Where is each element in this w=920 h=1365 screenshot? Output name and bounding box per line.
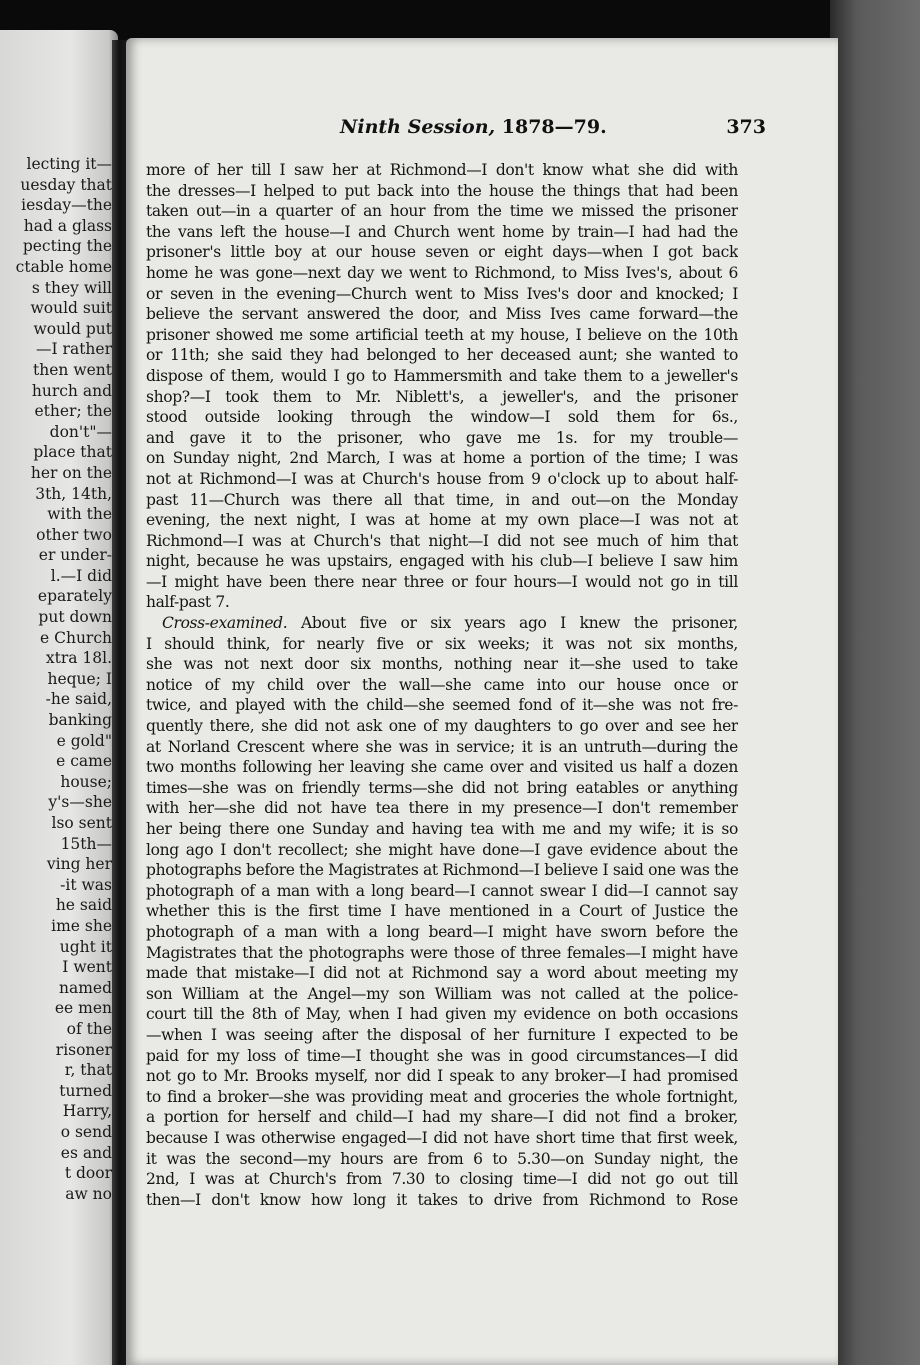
- text-line: on Sunday night, 2nd March, I was at home a portion of the time; I was: [146, 449, 738, 468]
- left-page-line: y's—she: [48, 793, 112, 812]
- text-line: dispose of them, would I go to Hammersmith and take them to a jeweller's: [146, 366, 738, 385]
- text-line: then—I don't know how long it takes to drive from Richmond to Rose: [146, 1190, 738, 1209]
- left-page-line: other two: [36, 525, 112, 544]
- left-page-line: named: [58, 978, 112, 997]
- text-line: home he was gone—next day we went to Richmond, to Miss Ives's, about 6: [146, 263, 738, 282]
- text-line: and gave it to the prisoner, who gave me 1s. for my trouble—: [146, 428, 738, 447]
- text-line: long ago I don't recollect; she might have done—I gave evidence about the: [146, 840, 738, 859]
- text-line: the vans left the house—I and Church went home by train—I had had the: [146, 222, 738, 241]
- left-page-line: Harry,: [62, 1102, 112, 1121]
- left-page-line: ee men: [54, 999, 112, 1018]
- text-line: notice of my child over the wall—she came into our house once or: [146, 675, 738, 694]
- page-number: 373: [726, 116, 766, 138]
- text-line: taken out—in a quarter of an hour from the time we missed the prisoner: [146, 202, 738, 221]
- text-line: past 11—Church was there all that time, in and out—on the Monday: [146, 490, 738, 509]
- text-line: evening, the next night, I was at home at my own place—I was not at: [146, 511, 738, 530]
- cross-examined-line: [146, 613, 738, 634]
- text-line: she was not next door six months, nothing near it—she used to take: [146, 655, 738, 674]
- left-page-line: place that: [33, 443, 112, 462]
- body-text: [146, 160, 738, 1210]
- text-line: two months following her leaving she came over and visited us half a dozen: [146, 758, 738, 777]
- left-page-line: es and: [60, 1143, 112, 1162]
- left-page-line: would put: [33, 319, 112, 338]
- text-line: court till the 8th of May, when I had given my evidence on both occasions: [146, 1005, 738, 1024]
- left-page-line: then went: [33, 360, 112, 379]
- cross-examined-label: Cross-examined.: [162, 614, 288, 633]
- session-title: Ninth Session, 1878—79.: [340, 116, 607, 138]
- text-line: made that mistake—I did not at Richmond say a word about meeting my: [146, 964, 738, 983]
- left-page-line: lso sent: [51, 814, 112, 832]
- text-line: not go to Mr. Brooks myself, nor did I speak to any broker—I had promised: [146, 1067, 738, 1086]
- text-line: photographs before the Magistrates at Richmond—I believe I said one was the: [146, 861, 738, 880]
- text-line: half-past 7.: [146, 593, 230, 612]
- text-line: —I might have been there near three or four hours—I would not go in till: [146, 572, 738, 591]
- text-line: —when I was seeing after the disposal of her furniture I expected to be: [146, 1025, 738, 1044]
- text-line: prisoner's little boy at our house seven or eight days—when I got back: [146, 243, 738, 262]
- left-page-line: banking: [48, 711, 112, 730]
- left-page-line: lecting it—: [26, 155, 112, 173]
- cross-examined-text: About five or six years ago I knew the prisoner,: [301, 614, 738, 633]
- left-page-line: 15th—: [60, 834, 112, 853]
- left-page-line: —I rather: [36, 340, 112, 359]
- left-page-line: 3th, 14th,: [35, 484, 112, 503]
- text-line: photograph of a man with a long beard—I might have sworn before the: [146, 922, 738, 941]
- text-line: or 11th; she said they had belonged to her deceased aunt; she wanted to: [146, 346, 738, 365]
- testimony-block-2: [146, 634, 738, 1211]
- left-page-line: ether; the: [34, 402, 112, 421]
- left-page-line: ime she: [51, 916, 112, 935]
- left-page-line: with the: [47, 505, 112, 524]
- text-line: a portion for herself and child—I had my share—I did not find a broker,: [146, 1108, 738, 1127]
- left-page-line: don't"—: [49, 422, 112, 441]
- text-line: son William at the Angel—my son William was not called at the police-: [146, 984, 738, 1003]
- left-page-line: ving her: [46, 855, 112, 874]
- left-page-line: risoner: [55, 1040, 112, 1059]
- left-page-line: uesday that: [20, 175, 112, 194]
- left-page-line: s they will: [31, 278, 112, 297]
- left-page-line: house;: [60, 772, 112, 791]
- text-line: twice, and played with the child—she seemed fond of it—she was not fre-: [146, 696, 738, 715]
- left-page-line: t door: [64, 1164, 112, 1183]
- left-page-line: eparately: [37, 587, 112, 606]
- left-page-line: -it was: [60, 875, 112, 894]
- text-line: 2nd, I was at Church's from 7.30 to closing time—I did not go out till: [146, 1170, 738, 1189]
- left-page-line: I went: [62, 958, 112, 977]
- left-page-line: iesday—the: [21, 196, 112, 215]
- text-line: not at Richmond—I was at Church's house from 9 o'clock up to about half-: [146, 469, 738, 488]
- text-line: shop?—I took them to Mr. Niblett's, a jeweller's, and the prisoner: [146, 387, 738, 406]
- text-line: believe the servant answered the door, and Miss Ives came forward—the: [146, 305, 738, 324]
- left-page-text-fragments: [0, 154, 112, 1204]
- left-page-line: he said: [55, 896, 112, 915]
- left-page-line: l.—I did: [50, 566, 112, 585]
- left-page-line: e came: [56, 752, 112, 771]
- left-page-line: -he said,: [45, 690, 112, 709]
- text-line: it was the second—my hours are from 6 to 5.30—on Sunday night, the: [146, 1149, 738, 1168]
- left-page-line: her on the: [30, 463, 112, 482]
- text-line: because I was otherwise engaged—I did not have short time that first week,: [146, 1128, 738, 1147]
- left-page-line: xtra 18l.: [45, 649, 112, 668]
- text-line: Magistrates that the photographs were those of three females—I might have: [146, 943, 738, 962]
- left-page-line: hurch and: [31, 381, 112, 400]
- text-line: quently there, she did not ask one of my daughters to go over and see her: [146, 717, 738, 736]
- text-line: stood outside looking through the window—I sold them for 6s.,: [146, 408, 738, 427]
- text-line: night, because he was upstairs, engaged with his club—I believe I saw him: [146, 552, 738, 571]
- text-line: at Norland Crescent where she was in service; it is an untruth—during the: [146, 737, 738, 756]
- left-page-line: of the: [66, 1019, 112, 1038]
- left-page-line: e gold": [56, 731, 112, 750]
- left-page-line: pecting the: [22, 237, 112, 256]
- left-page-line: had a glass: [23, 216, 112, 235]
- text-line: prisoner showed me some artificial teeth at my house, I believe on the 10th: [146, 325, 738, 344]
- text-line: or seven in the evening—Church went to Miss Ives's door and knocked; I: [146, 284, 738, 303]
- left-page-line: o send: [60, 1122, 112, 1141]
- left-page-line: ctable home: [15, 257, 112, 276]
- text-line: with her—she did not have tea there in my presence—I don't remember: [146, 799, 738, 818]
- left-page-line: would suit: [30, 299, 112, 318]
- running-header: [126, 116, 766, 142]
- dark-backdrop: [830, 0, 920, 1365]
- text-line: her being there one Sunday and having tea with me and my wife; it is so: [146, 820, 738, 838]
- text-line: I should think, for nearly five or six weeks; it was not six months,: [146, 634, 738, 653]
- text-line: times—she was on friendly terms—she did not bring eatables or anything: [146, 778, 738, 797]
- text-line: photograph of a man with a long beard—I cannot swear I did—I cannot say: [146, 881, 738, 900]
- text-line: paid for my loss of time—I thought she was in good circumstances—I did: [146, 1046, 738, 1065]
- left-page-line: aw no: [65, 1184, 112, 1203]
- testimony-block-1: [146, 160, 738, 613]
- left-page-line: put down: [38, 608, 112, 627]
- left-page-line: heque; I: [47, 669, 112, 688]
- text-line: whether this is the first time I have mentioned in a Court of Justice the: [146, 902, 738, 921]
- text-line: the dresses—I helped to put back into the house the things that had been: [146, 181, 738, 200]
- left-page-line: ught it: [59, 937, 112, 956]
- left-page-line: turned: [59, 1081, 112, 1100]
- left-page-line: r, that: [64, 1061, 112, 1080]
- text-line: Richmond—I was at Church's that night—I did not see much of him that: [146, 531, 738, 550]
- text-line: more of her till I saw her at Richmond—I don't know what she did with: [146, 161, 738, 179]
- left-page-line: er under-: [38, 546, 112, 565]
- left-page-line: e Church: [40, 628, 112, 647]
- text-line: to find a broker—she was providing meat and groceries the whole fortnight,: [146, 1087, 738, 1106]
